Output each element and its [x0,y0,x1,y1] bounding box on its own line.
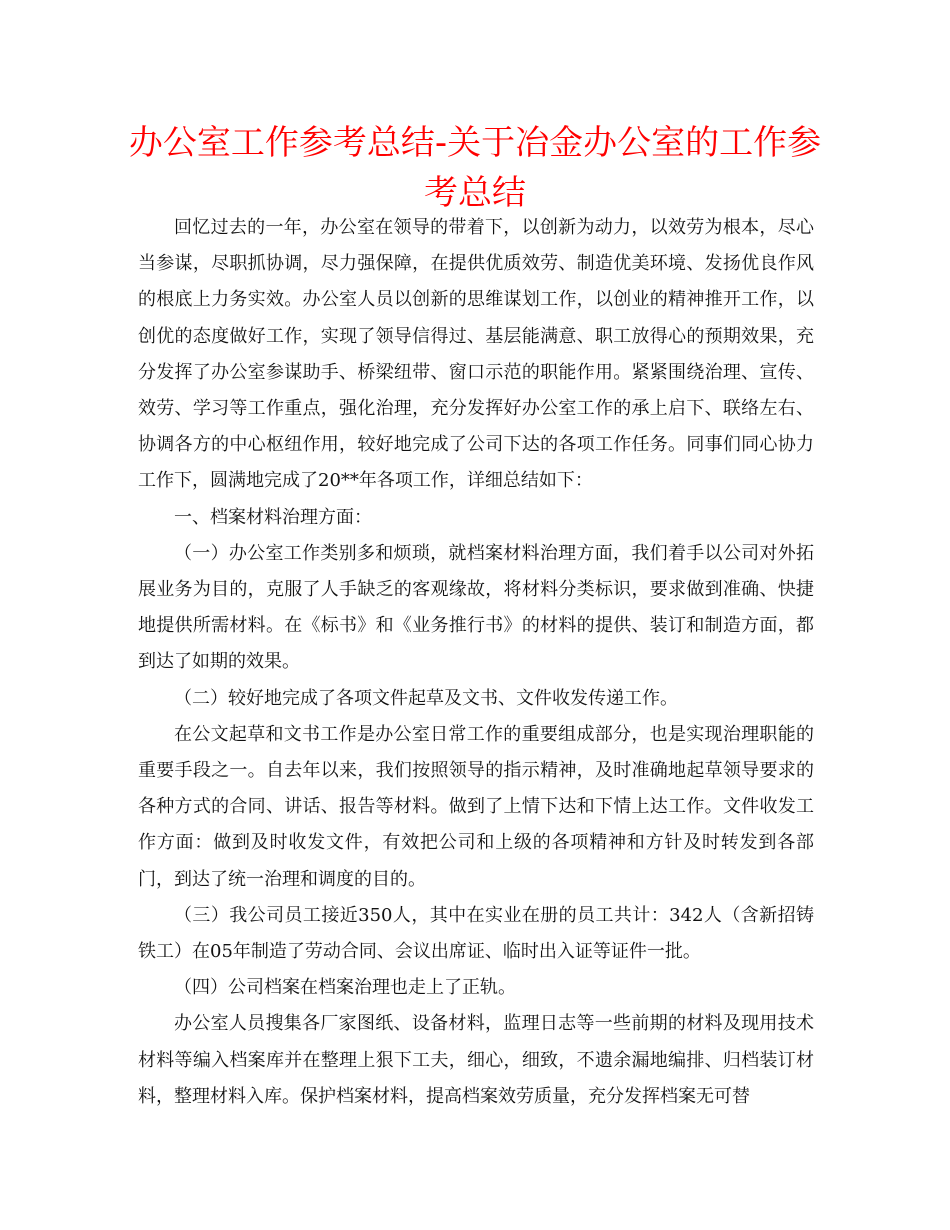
paragraph-item-4: （四）公司档案在档案治理也走上了正轨。 [174,977,516,999]
paragraph-intro: 回忆过去的一年，办公室在领导的带着下，以创新为动力，以效劳为根本，尽心当参谋，尽职抓协调，尽力强保障，在提供优质效劳、制造优美环境、发扬优良作风的根底上力务实效。办公室人员以创新的思维谋划工作，以创业的精神推开工作，以创优的态度做好工作，实现了领导信得过、基层能满意、职工放得心的预期效果，充分发挥了办公室参谋助手、桥梁纽带、窗口示范的职能作用。紧紧围绕治理、宣传、效劳、学习等工作重点，强化治理，充分发挥好办公室工作的承上启下、联络左右、协调各方的中心枢纽作用，较好地完成了公司下达的各项工作任务。同事们同心协力工作下，圆满地完成了20**年各项工作，详细总结如下： [138,217,814,492]
paragraph-item-2-detail: 在公文起草和文书工作是办公室日常工作的重要组成部分，也是实现治理职能的重要手段之一。自去年以来，我们按照领导的指示精神，及时准确地起草领导要求的各种方式的合同、讲话、报告等材料。做到了上情下达和下情上达工作。文件收发工作方面：做到及时收发文件，有效把公司和上级的各项精神和方针及时转发到各部门，到达了统一治理和调度的目的。 [138,723,814,890]
document-body [138,210,814,1115]
paragraph-item-4-detail: 办公室人员搜集各厂家图纸、设备材料，监理日志等一些前期的材料及现用技术材料等编入档案库并在整理上狠下工夫，细心，细致，不遗余漏地编排、归档装订材料，整理材料入库。保护档案材料，提高档案效劳质量，充分发挥档案无可替 [138,1013,814,1107]
paragraph-item-1: （一）办公室工作类别多和烦琐，就档案材料治理方面，我们着手以公司对外拓展业务为目的，克服了人手缺乏的客观缘故，将材料分类标识，要求做到准确、快捷地提供所需材料。在《标书》和《业务推行书》的材料的提供、装订和制造方面，都到达了如期的效果。 [138,542,814,673]
section-heading-archive: 一、档案材料治理方面： [174,506,372,528]
document-title: 办公室工作参考总结-关于冶金办公室的工作参考总结 [128,123,822,213]
paragraph-item-3: （三）我公司员工接近350人，其中在实业在册的员工共计：342人（含新招铸铁工）在05年制造了劳动合同、会议出席证、临时出入证等证件一批。 [138,904,814,963]
paragraph-item-2: （二）较好地完成了各项文件起草及文书、文件收发传递工作。 [174,687,678,709]
